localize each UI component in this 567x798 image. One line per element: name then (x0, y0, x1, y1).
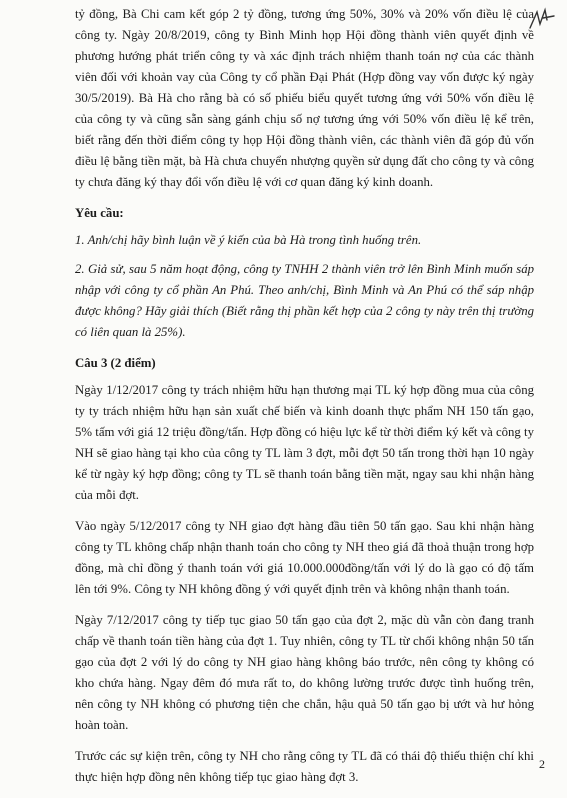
case-paragraph: tỷ đồng, Bà Chi cam kết góp 2 tỷ đồng, tương ứng 50%, 30% và 20% vốn điều lệ của công ty. Ngày 20/8/2019, công ty Bình Minh họp Hội đồng thành viên quyết định về phương hướng phát triển công ty và xác định trách nhiệm thanh toán nợ của các thành viên đối với khoản vay của Công ty cổ phần Đại Phát (Hợp đồng vay vốn được ký ngày 30/5/2019). Bà Hà cho rằng bà có số phiếu biểu quyết tương ứng với 50% vốn điều lệ của công ty và cũng sẵn sàng gánh chịu số nợ tương ứng với 50% vốn điều lệ kể trên, biết rằng đến thời điểm công ty họp Hội đồng thành viên, các thành viên đã góp đủ vốn điều lệ bằng tiền mặt, bà Hà chưa chuyển nhượng quyền sử dụng đất cho công ty và công ty chưa đăng ký thay đổi vốn điều lệ với cơ quan đăng ký kinh doanh. (75, 7, 534, 189)
requirement-item-2: 2. Giả sử, sau 5 năm hoạt động, công ty TNHH 2 thành viên trở lên Bình Minh muốn sáp nhập với công ty cổ phần An Phú. Theo anh/chị, Bình Minh và An Phú có thể sáp nhập được không? Hãy giải thích (Biết rằng thị phần kết hợp của 2 công ty này trên thị trường có liên quan là 25%). (75, 262, 534, 339)
requirement-item-1: 1. Anh/chị hãy bình luận về ý kiến của bà Hà trong tình huống trên. (75, 233, 422, 247)
question-3-paragraph-3: Ngày 7/12/2017 công ty tiếp tục giao 50 tấn gạo của đợt 2, mặc dù vẫn còn đang tranh chấp về thanh toán tiền hàng của đợt 1. Tuy nhiên, công ty TL từ chối không nhận 50 tấn gạo của đợt 2 với lý do công ty NH giao hàng không báo trước, nên công ty không có kho chứa hàng. Ngay đêm đó mưa rất to, do không lường trước được tình huống trên, nên công ty NH không có phương tiện che chắn, hậu quả 50 tấn gạo bị ướt và hư hỏng hoàn toàn. (75, 613, 534, 732)
question-3-paragraph-4: Trước các sự kiện trên, công ty NH cho rằng công ty TL đã có thái độ thiếu thiện chí khi thực hiện hợp đồng nên không tiếp tục giao hàng đợt 3. (75, 749, 534, 784)
question-3-paragraph-1: Ngày 1/12/2017 công ty trách nhiệm hữu hạn thương mại TL ký hợp đồng mua của công ty ty trách nhiệm hữu hạn sản xuất chế biến và kinh doanh thực phẩm NH 150 tấn gạo, 5% tấm với giá 12 triệu đồng/tấn. Hợp đồng có hiệu lực kể từ thời điểm ký kết và công ty NH sẽ giao hàng tại kho của công ty TL làm 3 đợt, mỗi đợt 50 tấn trong thời hạn 10 ngày kể từ ngày ký hợp đồng; công ty TL sẽ thanh toán bằng tiền mặt, ngay sau khi nhận hàng của mỗi đợt. (75, 383, 534, 502)
question-3-heading: Câu 3 (2 điểm) (75, 356, 156, 370)
page-number: 2 (539, 757, 545, 771)
question-3-paragraph-2: Vào ngày 5/12/2017 công ty NH giao đợt hàng đầu tiên 50 tấn gạo. Sau khi nhận hàng công ty TL không chấp nhận thanh toán cho công ty NH theo giá đã thoả thuận trong hợp đồng, mà chỉ đồng ý thanh toán với giá 10.000.000đồng/tấn với lý do là gạo có độ tấm lên tới 9%. Công ty NH không đồng ý với quyết định trên và không nhận thanh toán. (75, 519, 534, 596)
document-body (75, 4, 534, 798)
requirements-heading: Yêu cầu: (75, 206, 124, 220)
